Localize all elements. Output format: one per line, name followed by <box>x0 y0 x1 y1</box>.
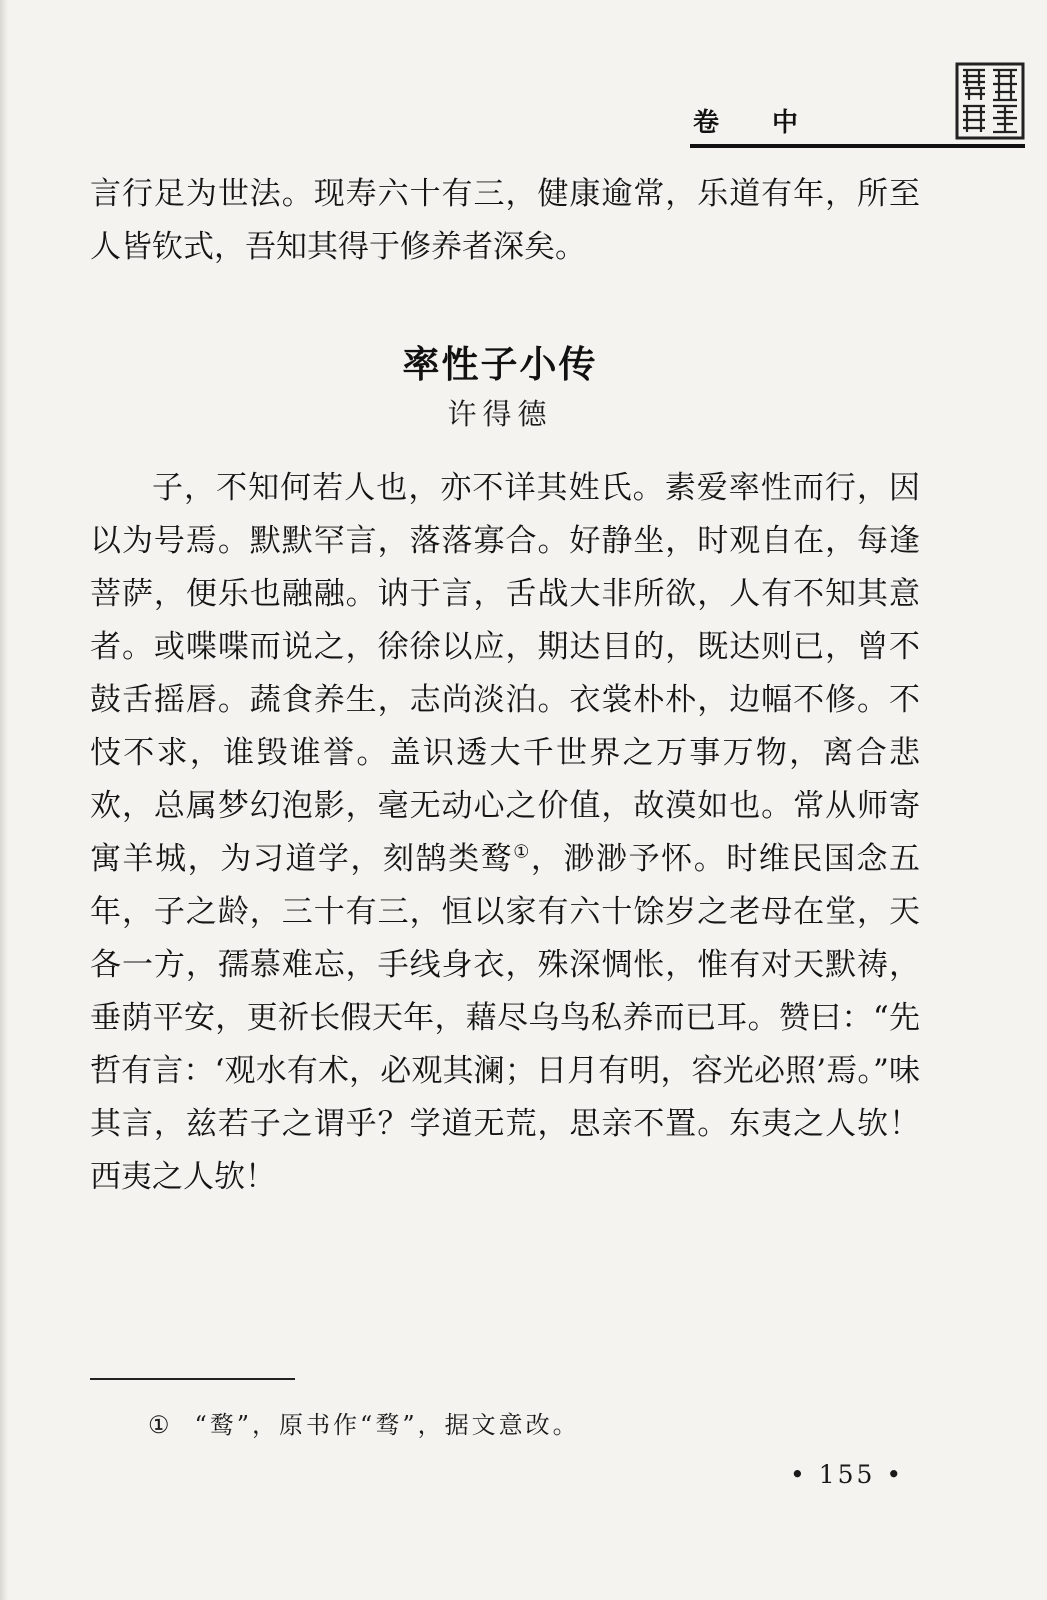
seal-logo <box>955 62 1025 140</box>
page-edge <box>0 0 8 1600</box>
footnote <box>148 1405 580 1440</box>
footnote-reference[interactable]: ① <box>513 841 531 863</box>
main-paragraph <box>90 462 920 1204</box>
footnote-text: “鹜”，原书作“骛”，据文意改。 <box>194 1411 580 1439</box>
author: 许得德 <box>447 397 553 431</box>
page-number: • 155 • <box>790 1460 905 1489</box>
main-text-part-2: ，渺渺予怀。时维民国念五年，子之龄，三十有三，恒以家有六十馀岁之老母在堂，天各一方，孺慕难忘，手线身衣，殊深惆怅，惟有对天默祷，垂荫平安，更祈长假天年，藉尽乌鸟私养而已耳。赞曰：“先哲有言：‘观水有术，必观其澜；日月有明，容光必照’焉。”味其言，兹若子之谓乎？学道无荒，思亲不置。东夷之人欤！西夷之人欤！ <box>90 841 921 1195</box>
continuation-paragraph: 言行足为世法。现寿六十有三，健康逾常，乐道有年，所至人皆钦式，吾知其得于修养者深矣。 <box>90 176 920 265</box>
article-title: 率性子小传 <box>402 342 598 386</box>
running-title: 卷 中 <box>692 108 820 138</box>
footnote-rule <box>90 1378 295 1380</box>
running-header <box>690 96 930 146</box>
footnote-number: ① <box>148 1411 173 1439</box>
header-rule <box>690 144 1025 148</box>
main-text-part-1: 子，不知何若人也，亦不详其姓氏。素爱率性而行，因以为号焉。默默罕言，落落寡合。好静坐，时观自在，每逢菩萨，便乐也融融。讷于言，舌战大非所欲，人有不知其意者。或喋喋而说之，徐徐以应，期达目的，既达则已，曾不鼓舌摇唇。蔬食养生，志尚淡泊。衣裳朴朴，边幅不修。不忮不求，谁毁谁誉。盖识透大千世界之万事万物，离合悲欢，总属梦幻泡影，毫无动心之价值，故漠如也。常从师寄寓羊城，为习道学，刻鹄类鹜 <box>90 470 920 877</box>
